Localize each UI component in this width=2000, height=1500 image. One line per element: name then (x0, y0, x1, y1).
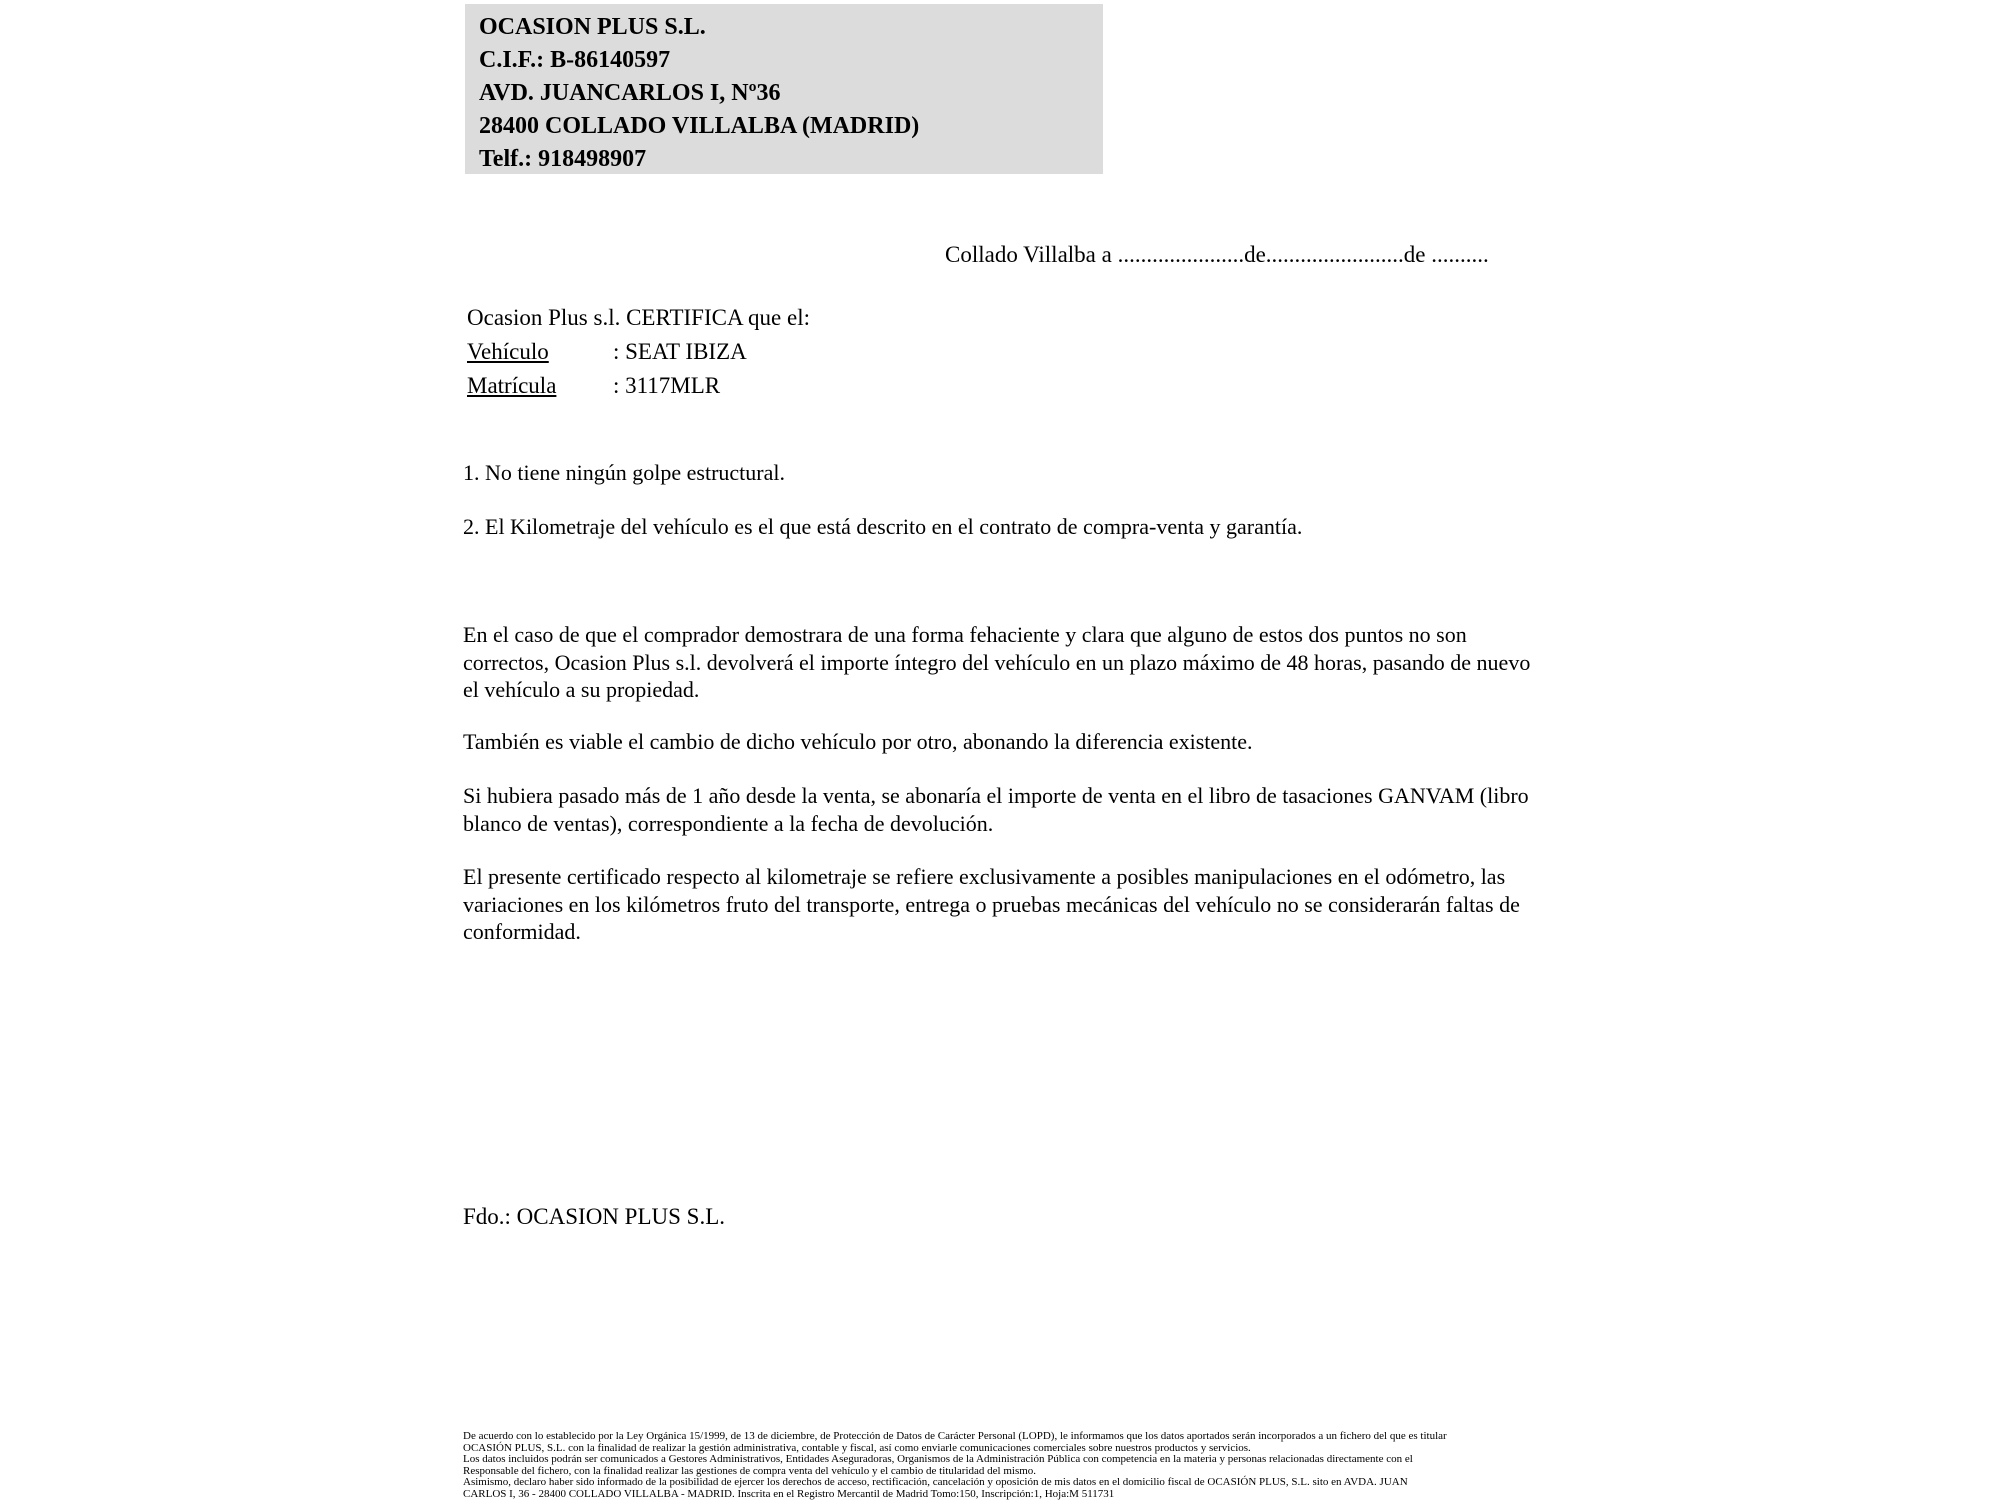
paragraph-odometer-disclaimer: El presente certificado respecto al kilometraje se refiere exclusivamente a posibles manipulaciones en el odómetro, las variaciones en los kilómetros fruto del transporte, entrega o pruebas mecánicas del vehículo no se considerarán faltas de conformidad. (463, 864, 1520, 944)
signature-line: Fdo.: OCASION PLUS S.L. (463, 1204, 725, 1229)
plate-field (467, 369, 810, 403)
legal-footer-line-3: Los datos incluidos podrán ser comunicados a Gestores Administrativos, Entidades Aseguradoras, Organismos de la Administración Pública con competencia en la materia y personas relacionadas directamente con el (463, 1453, 1413, 1465)
date-fill-in-line: Collado Villalba a ......................de........................de .......... (945, 242, 1489, 267)
certification-block (467, 301, 810, 403)
vehicle-field (467, 335, 810, 369)
plate-label: Matrícula (467, 373, 557, 398)
legal-footer-line-1: De acuerdo con lo establecido por la Ley Orgánica 15/1999, de 13 de diciembre, de Protección de Datos de Carácter Personal (LOPD), le informamos que los datos aportados serán incorporados a un fichero del que es titular (463, 1430, 1447, 1442)
legal-footer-line-2: OCASIÓN PLUS, S.L. con la finalidad de realizar la gestión administrativa, contable y fiscal, así como enviarle comunicaciones comerciales sobre nuestros productos y servicios. (463, 1441, 1251, 1454)
legal-footer-line-4: Responsable del fichero, con la finalidad realizar las gestiones de compra venta del vehículo y el cambio de titularidad del mismo. (463, 1464, 1037, 1477)
vehicle-value: : SEAT IBIZA (613, 339, 747, 364)
paragraph-refund-guarantee: En el caso de que el comprador demostrara de una forma fehaciente y clara que alguno de estos dos puntos no son correctos, Ocasion Plus s.l. devolverá el importe íntegro del vehículo en un plazo máximo de 48 horas, pasando de nuevo el vehículo a su propiedad. (463, 622, 1531, 702)
certification-intro: Ocasion Plus s.l. CERTIFICA que el: (467, 305, 810, 330)
company-postal-city: 28400 COLLADO VILLALBA (MADRID) (479, 113, 920, 139)
company-address: AVD. JUANCARLOS I, Nº36 (479, 80, 781, 106)
paragraph-vehicle-exchange: También es viable el cambio de dicho vehículo por otro, abonando la diferencia existente. (463, 729, 1253, 754)
company-header-block (465, 4, 1103, 174)
company-name: OCASION PLUS S.L. (479, 14, 706, 40)
company-cif: C.I.F.: B-86140597 (479, 47, 671, 73)
condition-point-structural: 1. No tiene ningún golpe estructural. (463, 460, 785, 485)
legal-footer (463, 1431, 1583, 1500)
condition-point-mileage: 2. El Kilometraje del vehículo es el que está descrito en el contrato de compra-venta y garantía. (463, 514, 1303, 539)
vehicle-label: Vehículo (467, 339, 549, 364)
plate-value: : 3117MLR (613, 373, 721, 398)
company-phone: Telf.: 918498907 (479, 146, 647, 172)
legal-footer-line-5: Asimismo, declaro haber sido informado de la posibilidad de ejercer los derechos de acceso, rectificación, cancelación y oposición de mis datos en el domicilio fiscal de OCASIÓN PLUS, S.L. sito en AVDA. JUAN (463, 1476, 1408, 1488)
paragraph-ganvam-valuation: Si hubiera pasado más de 1 año desde la venta, se abonaría el importe de venta en el libro de tasaciones GANVAM (libro blanco de ventas), correspondiente a la fecha de devolución. (463, 783, 1529, 836)
legal-footer-line-6: CARLOS I, 36 - 28400 COLLADO VILLALBA - MADRID. Inscrita en el Registro Mercantil de Madrid Tomo:150, Inscripción:1, Hoja:M 511731 (463, 1487, 1115, 1500)
